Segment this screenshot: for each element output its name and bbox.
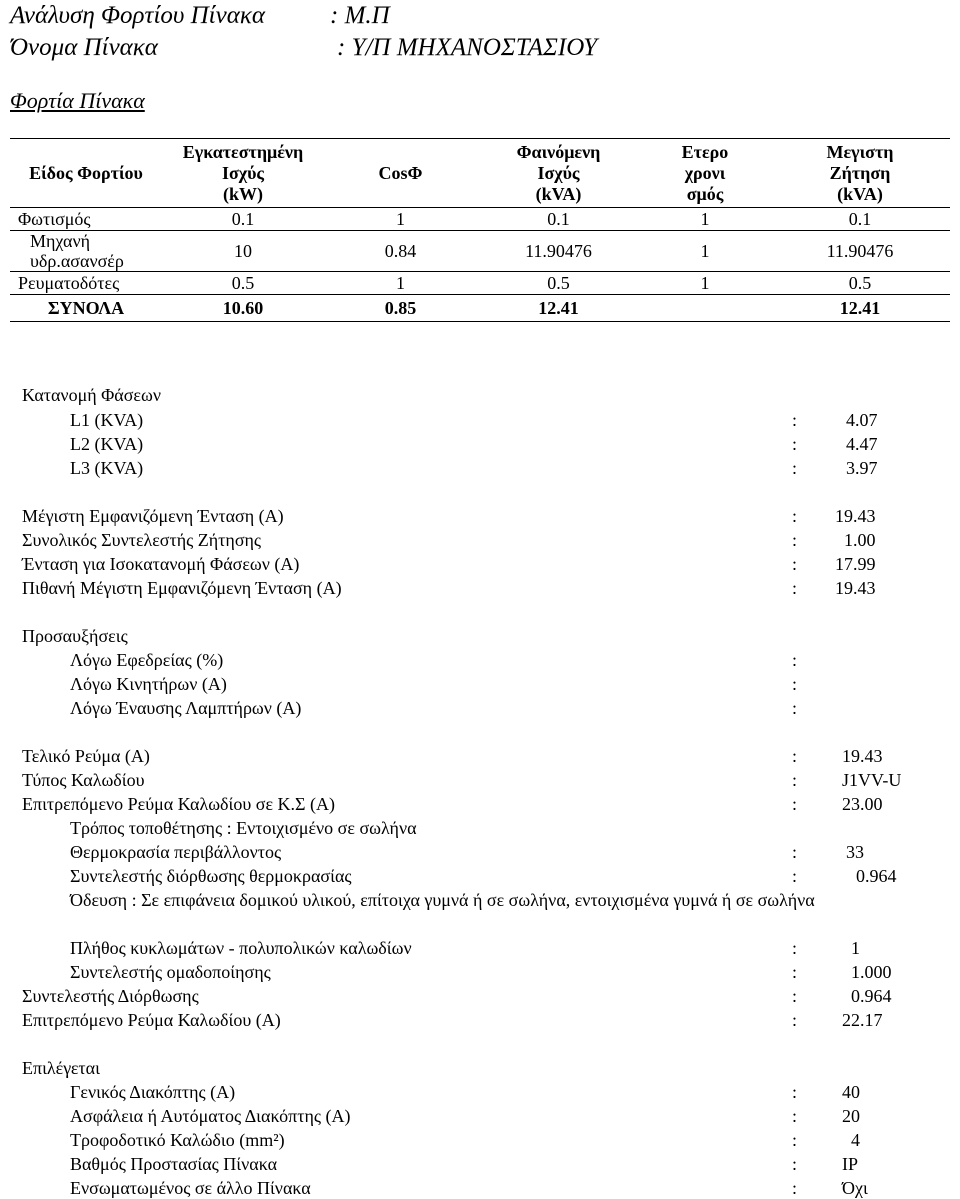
phase-distribution-title: Κατανομή Φάσεων (22, 385, 161, 405)
routing: Όδευση : Σε επιφάνεια δομικού υλικού, επίτοιχα γυμνά ή σε σωλήνα, εντοιχισμένα γυμνά ή σε σωλήνα (70, 890, 815, 910)
table-row: Μηχανή υδρ.ασανσέρ 10 0.84 11.90476 1 11.90476 (10, 231, 950, 272)
panel-name-value: : Υ/Π ΜΗΧΑΝΟΣΤΑΣΙΟΥ (337, 34, 598, 61)
header-diversity: Ετερο χρονι σμός (681, 142, 729, 204)
header-cosphi: CosΦ (378, 163, 423, 183)
loads-table (10, 138, 950, 322)
table-header-row (10, 139, 950, 208)
header-installed-power: Εγκατεστημένη Ισχύς (kW) (182, 142, 304, 204)
panel-name-label: Όνομα Πίνακα (10, 34, 158, 61)
header-apparent-power: Φαινόμενη Ισχύς (kVA) (516, 142, 601, 204)
table-row: Ρευματοδότες 0.5 1 0.5 1 0.5 (10, 272, 950, 295)
table-totals-row: ΣΥΝΟΛΑ 10.60 0.85 12.41 12.41 (10, 295, 950, 322)
panel-analysis-label: Ανάλυση Φορτίου Πίνακα (10, 2, 265, 29)
table-row: Φωτισμός 0.1 1 0.1 1 0.1 (10, 208, 950, 231)
section-title: Φορτία Πίνακα (10, 88, 145, 113)
selected-title: Επιλέγεται (22, 1058, 100, 1078)
panel-analysis-title (10, 2, 390, 30)
panel-name-title (10, 34, 597, 62)
header-max-demand: Μεγιστη Ζήτηση (kVA) (826, 142, 894, 204)
surcharges-title: Προσαυξήσεις (22, 626, 128, 646)
header-load-type: Είδος Φορτίου (29, 163, 143, 183)
installation-method: Τρόπος τοποθέτησης : Εντοιχισμένο σε σωλήνα (70, 818, 417, 838)
panel-analysis-value: : Μ.Π (330, 2, 390, 29)
